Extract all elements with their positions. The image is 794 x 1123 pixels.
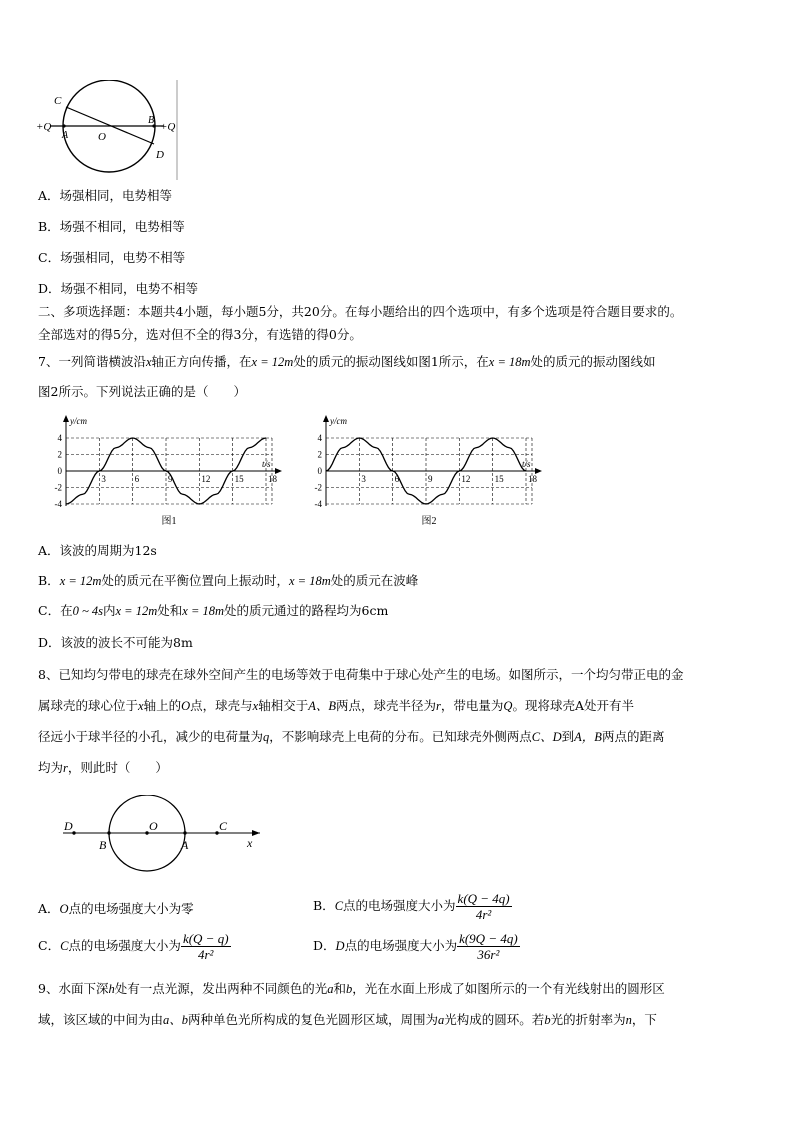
numerator: k(Q − 4q): [457, 891, 510, 906]
var: x: [252, 699, 259, 713]
text: 处的质元通过的路程均为6cm: [224, 603, 389, 618]
q8-stem-line4: [38, 759, 168, 777]
var: Q: [503, 699, 513, 713]
text: 两点的距离: [601, 729, 665, 744]
vibration-chart-2: [304, 412, 544, 530]
var: b: [345, 982, 353, 996]
x-tick-label: 15: [234, 474, 244, 484]
x-axis-arrow-icon: [252, 830, 260, 836]
var: n: [625, 1013, 632, 1027]
text: 属球壳的球心位于: [38, 698, 139, 713]
q6-option-d: [38, 280, 198, 298]
text: 径远小于球半径的小孔，减少的电荷量为: [38, 729, 264, 744]
q6-option-a: [38, 187, 172, 205]
text: 两种单色光所构成的复色光圆形区域，周围为: [188, 1012, 439, 1027]
text: 内: [102, 603, 116, 618]
label-b: B: [148, 115, 155, 126]
q7-option-b: [38, 572, 418, 590]
option-letter: C．: [38, 938, 61, 953]
x-axis-label: t/s: [262, 459, 271, 469]
y-tick-label: 4: [57, 433, 62, 443]
text: 轴相交于: [258, 698, 309, 713]
y-tick-label: -2: [54, 482, 62, 493]
label-o: O: [149, 819, 158, 833]
y-tick-label: 2: [317, 449, 322, 460]
y-axis-arrow-icon: [323, 415, 329, 422]
fraction-b: [456, 891, 512, 922]
var: h: [108, 982, 115, 996]
x-tick-label: 6: [134, 474, 140, 484]
position-value: x = 12m: [115, 604, 158, 618]
var: x: [138, 699, 144, 713]
x-tick-label: 3: [361, 474, 366, 484]
position-value: x = 18m: [182, 604, 225, 618]
x-tick-label: 12: [201, 474, 211, 484]
q9-stem-line2: [38, 1011, 657, 1029]
label-c: C: [54, 95, 62, 107]
point-a-dot: [183, 831, 186, 834]
time-range: 0 ~ 4s: [72, 604, 103, 618]
fraction-c: [181, 931, 231, 962]
y-tick-label: -2: [314, 482, 322, 493]
q7-option-a: A．该波的周期为12s: [38, 543, 157, 558]
x-tick-label: 9: [168, 474, 173, 484]
q7-stem-line1: [38, 353, 656, 371]
y-tick-label: 4: [317, 433, 322, 443]
text: 处和: [157, 603, 183, 618]
position-value: x = 18m: [488, 355, 531, 369]
var: r: [436, 699, 441, 713]
option-text: 场强不相同，电势相等: [59, 219, 185, 234]
text: 点，球壳与: [190, 698, 253, 713]
option-letter: D．: [313, 938, 336, 953]
text: 点的电场强度大小为: [68, 938, 181, 953]
text: 光的折射率为: [550, 1012, 626, 1027]
x-tick-label: 12: [461, 474, 471, 484]
var: C、D: [531, 730, 562, 744]
var: a、b: [163, 1013, 189, 1027]
text: 均为: [38, 760, 64, 775]
option-letter: B．: [313, 898, 335, 913]
text: 处的质元在波峰: [330, 573, 419, 588]
q9-stem-line1: [38, 980, 665, 998]
section2-line2: 全部选对的得5分，选对但不全的得3分，有选错的得0分。: [38, 327, 362, 342]
option-letter: A．: [38, 901, 60, 916]
q8-option-a: [38, 900, 194, 918]
var: C: [60, 939, 69, 953]
q8-sphere-figure: [55, 795, 270, 875]
denominator: 36r²: [477, 947, 500, 962]
text: 光构成的圆环。若: [444, 1012, 545, 1027]
text: ，不影响球壳上电荷的分布。已知球壳外侧两点: [269, 729, 532, 744]
text: ，下: [631, 1012, 657, 1027]
var: D: [335, 939, 345, 953]
label-x: x: [247, 836, 253, 850]
fraction-d: [457, 931, 520, 962]
x-tick-label: 6: [394, 474, 400, 484]
q7-stem-line2: 图2所示。下列说法正确的是（ ）: [38, 384, 246, 399]
y-tick-label: 2: [57, 449, 62, 460]
q7-option-d: D．该波的波长不可能为8m: [38, 635, 193, 650]
label-b: B: [99, 838, 107, 852]
position-value: x = 12m: [59, 574, 102, 588]
position-value: x = 12m: [251, 355, 294, 369]
text: 9、水面下深: [38, 981, 109, 996]
q8-stem-line3: [38, 728, 664, 746]
q6-option-c: [38, 249, 185, 267]
q8-option-d: [313, 928, 520, 964]
text: 。现将球壳A处开有半: [512, 698, 634, 713]
text: 处的质元的振动图线如: [530, 354, 656, 369]
q8-stem-line2: [38, 697, 634, 715]
label-c: C: [219, 819, 228, 833]
y-tick-label: -4: [54, 499, 62, 509]
figure-caption: 图2: [421, 516, 437, 527]
numerator: k(9Q − 4q): [459, 931, 518, 946]
x-tick-label: 15: [494, 474, 504, 484]
y-tick-label: -4: [314, 499, 322, 509]
var: r: [63, 761, 68, 775]
text: 处的质元在平衡位置向上振动时，: [101, 573, 289, 588]
text: 7、一列简谐横波沿: [38, 354, 146, 369]
text: 域，该区域的中间为由: [38, 1012, 164, 1027]
label-a: A: [181, 838, 189, 852]
label-plus-q-right: +Q: [160, 121, 176, 133]
y-axis-label: y/cm: [70, 416, 87, 426]
figure-caption: 图1: [161, 516, 177, 527]
q8-stem-line1: 8、已知均匀带电的球壳在球外空间产生的电场等效于电荷集中于球心处产生的电场。如图所示，一个均匀带正电的金: [38, 667, 684, 682]
text: 轴正方向传播，在: [151, 354, 252, 369]
text: 处的质元的振动图线如图1所示，在: [293, 354, 489, 369]
var: x: [145, 355, 152, 369]
q8-option-c: [38, 928, 231, 964]
var: A、B: [308, 699, 336, 713]
text: 和: [333, 981, 346, 996]
var: a: [327, 982, 334, 996]
option-letter: C．在: [38, 603, 73, 618]
denominator: 4r²: [198, 947, 214, 962]
position-value: x = 18m: [288, 574, 331, 588]
y-tick-label: 0: [317, 466, 322, 476]
label-plus-q-left: +Q: [36, 121, 52, 133]
numerator: k(Q − q): [182, 931, 229, 946]
text: 轴上的: [143, 698, 182, 713]
x-tick-label: 18: [528, 474, 537, 484]
x-tick-label: 9: [428, 474, 433, 484]
text: 处有一点光源，发出两种不同颜色的光: [114, 981, 328, 996]
text: ，带电量为: [440, 698, 504, 713]
label-a: A: [62, 130, 69, 141]
option-letter: C．: [38, 250, 61, 265]
x-tick-label: 3: [101, 474, 106, 484]
denominator: 4r²: [475, 907, 492, 922]
point-a-dot: [62, 124, 65, 127]
var: C: [334, 899, 344, 913]
text: 点的电场强度大小为零: [68, 901, 194, 916]
x-tick-label: 18: [268, 474, 277, 484]
option-text: 场强相同，电势相等: [59, 188, 173, 203]
option-letter: A．: [38, 188, 60, 203]
point-d-dot: [72, 831, 75, 834]
text: ，则此时（ ）: [67, 760, 168, 775]
var: b: [544, 1013, 551, 1027]
y-axis-arrow-icon: [63, 415, 69, 422]
q7-option-c: [38, 602, 388, 620]
var: O: [59, 902, 69, 916]
section2-line1: 二、多项选择题：本题共4小题，每小题5分，共20分。在每小题给出的四个选项中，有多个选项是符合题目要求的。: [38, 304, 683, 319]
option-letter: D．: [38, 281, 61, 296]
vibration-chart-1: [44, 412, 284, 530]
text: ，光在水面上形成了如图所示的一个有光线射出的圆形区: [352, 981, 665, 996]
y-axis-label: y/cm: [330, 416, 347, 426]
option-letter: B．: [38, 219, 60, 234]
y-tick-label: 0: [57, 466, 62, 476]
option-text: 场强相同，电势不相等: [60, 250, 186, 265]
var: q: [263, 730, 270, 744]
option-letter: B．: [38, 573, 60, 588]
label-d: D: [156, 149, 164, 161]
x-axis-label: t/s: [522, 459, 531, 469]
q6-option-b: [38, 218, 185, 236]
label-d: D: [64, 819, 73, 833]
text: 点的电场强度大小为: [344, 938, 458, 953]
label-o: O: [98, 131, 106, 143]
var: a: [438, 1013, 445, 1027]
point-b-dot: [107, 831, 110, 834]
top-circle-figure: [36, 80, 186, 182]
option-text: 场强不相同，电势不相等: [60, 281, 199, 296]
text: 两点，球壳半径为: [336, 698, 437, 713]
var: A，B: [574, 730, 602, 744]
q8-option-b: [313, 888, 512, 924]
var: O: [181, 699, 191, 713]
text: 到: [561, 729, 575, 744]
text: 点的电场强度大小为: [343, 898, 456, 913]
